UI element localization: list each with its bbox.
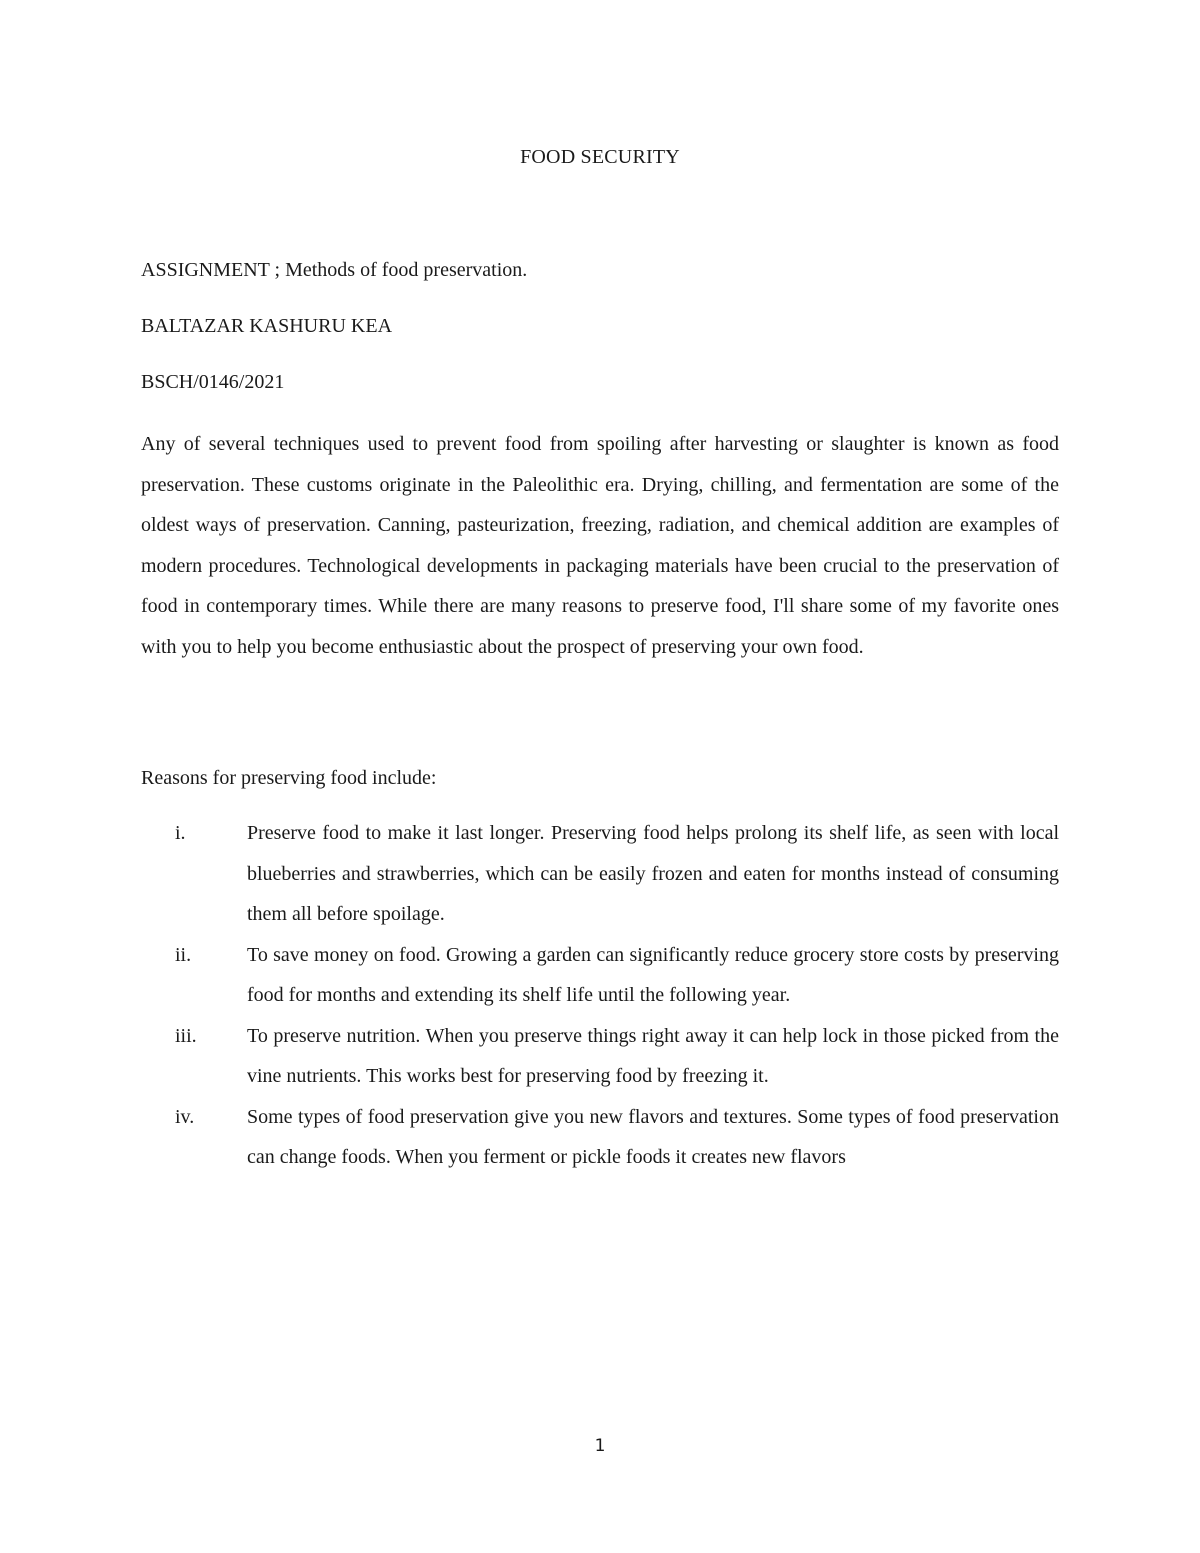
assignment-line: ASSIGNMENT ; Methods of food preservation. (141, 259, 528, 281)
document-title: FOOD SECURITY (520, 146, 680, 168)
list-numeral: ii. (175, 943, 192, 966)
reasons-heading: Reasons for preserving food include: (141, 767, 437, 789)
list-numeral: iv. (175, 1105, 195, 1128)
intro-paragraph: Any of several techniques used to prevent food from spoiling after harvesting or slaughter is known as food preservation. These customs originate in the Paleolithic era. Drying, chilling, and fermentation are some of the oldest ways of preservation. Canning, pasteurization, freezing, radiation, and chemical addition are examples of modern procedures. Technological developments in packaging materials have been crucial to the preservation of food in contemporary times. While there are many reasons to preserve food, I'll share some of my favorite ones with you to help you become enthusiastic about the prospect of preserving your own food. (141, 433, 1059, 658)
list-item-text: Some types of food preservation give you new flavors and textures. Some types of food preservation can change foods. When you ferment or pickle foods it creates new flavors (247, 1105, 1059, 1168)
author-name: BALTAZAR KASHURU KEA (141, 315, 393, 337)
reasons-list (141, 813, 1059, 1178)
list-item (141, 935, 1059, 1016)
list-numeral: iii. (175, 1024, 197, 1047)
list-item-text: To save money on food. Growing a garden can significantly reduce grocery store costs by preserving food for months and extending its shelf life until the following year. (247, 943, 1059, 1006)
page-number: 1 (594, 1436, 606, 1456)
list-item (141, 1016, 1059, 1097)
list-item (141, 1097, 1059, 1178)
list-item-text: To preserve nutrition. When you preserve things right away it can help lock in those picked from the vine nutrients. This works best for preserving food by freezing it. (247, 1024, 1059, 1087)
list-numeral: i. (175, 822, 186, 844)
registration-number: BSCH/0146/2021 (141, 371, 285, 393)
list-item (141, 813, 1059, 935)
list-item-text: Preserve food to make it last longer. Preserving food helps prolong its shelf life, as seen with local blueberries and strawberries, which can be easily frozen and eaten for months instead of consuming them all before spoilage. (247, 822, 1059, 925)
